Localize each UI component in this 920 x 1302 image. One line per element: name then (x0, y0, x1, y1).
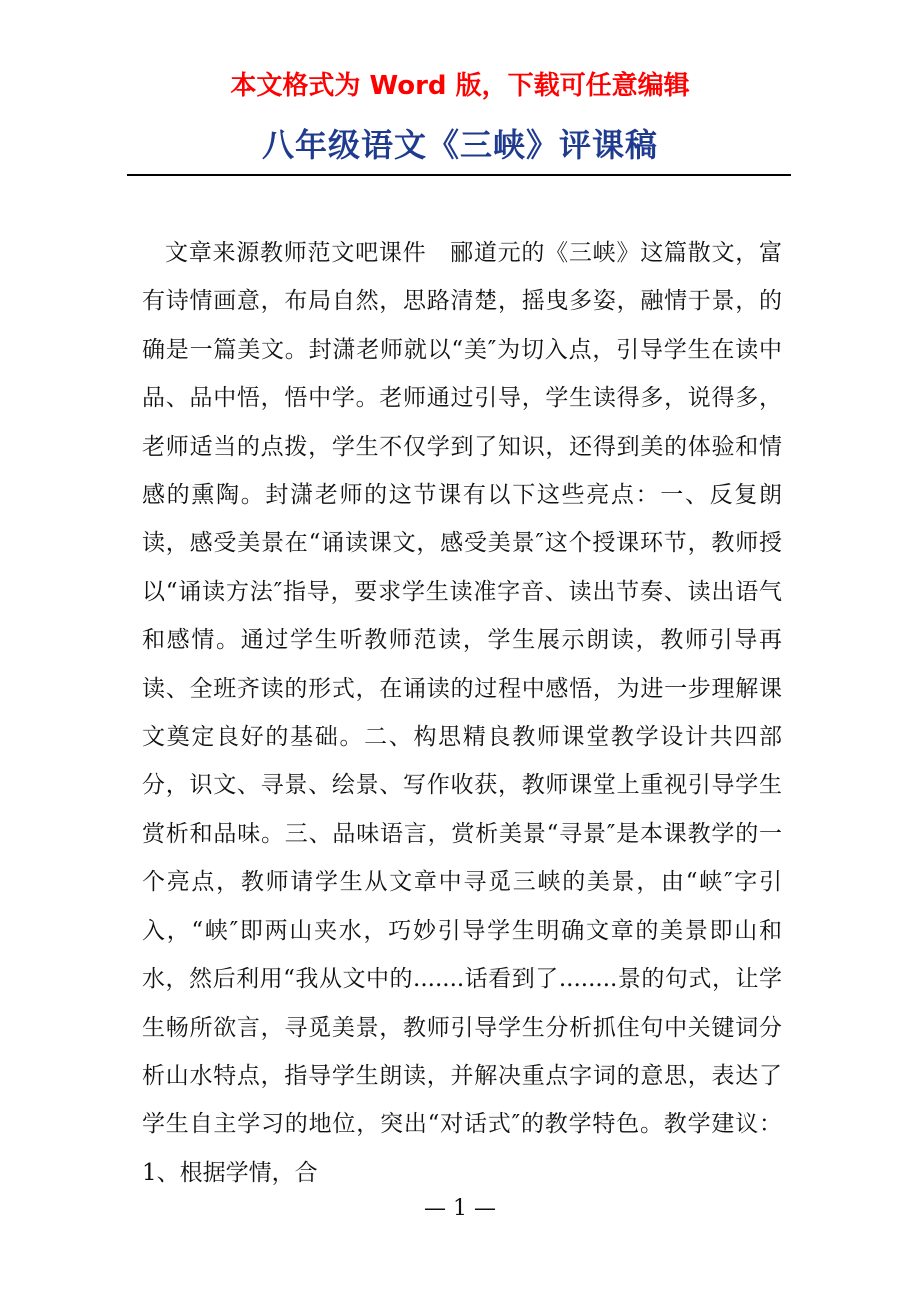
editable-format-notice: 本文格式为 Word 版，下载可任意编辑 (230, 71, 690, 101)
page-number: — 1 — (424, 1196, 496, 1221)
body-paragraph: 文章来源教师范文吧课件 郦道元的《三峡》这篇散文，富有诗情画意，布局自然，思路清楚，摇曳多姿，融情于景，的确是一篇美文。封潇老师就以“美″为切入点，引导学生在读中品、品中悟，悟中学。老师通过引导，学生读得多，说得多，老师适当的点拨，学生不仅学到了知识，还得到美的体验和情感的熏陶。封潇老师的这节课有以下这些亮点：一、反复朗读，感受美景在“诵读课文，感受美景″这个授课环节，教师授以“诵读方法″指导，要求学生读准字音、读出节奏、读出语气和感情。通过学生听教师范读，学生展示朗读，教师引导再读、全班齐读的形式，在诵读的过程中感悟，为进一步理解课文奠定良好的基础。二、构思精良教师课堂教学设计共四部分，识文、寻景、绘景、写作收获，教师课堂上重视引导学生赏析和品味。三、品味语言，赏析美景“寻景″是本课教学的一个亮点，教师请学生从文章中寻觅三峡的美景，由“峡″字引入，“峡″即两山夹水，巧妙引导学生明确文章的美景即山和水，然后利用“我从文中的.......话看到了........景的句式，让学生畅所欲言，寻觅美景，教师引导学生分析抓住句中关键词分析山水特点，指导学生朗读，并解决重点字词的意思，表达了学生自主学习的地位，突出“对话式″的教学特色。教学建议：1、根据学情，合 (142, 240, 782, 1186)
document-title: 八年级语文《三峡》评课稿 (261, 126, 658, 164)
title-divider (127, 174, 791, 176)
